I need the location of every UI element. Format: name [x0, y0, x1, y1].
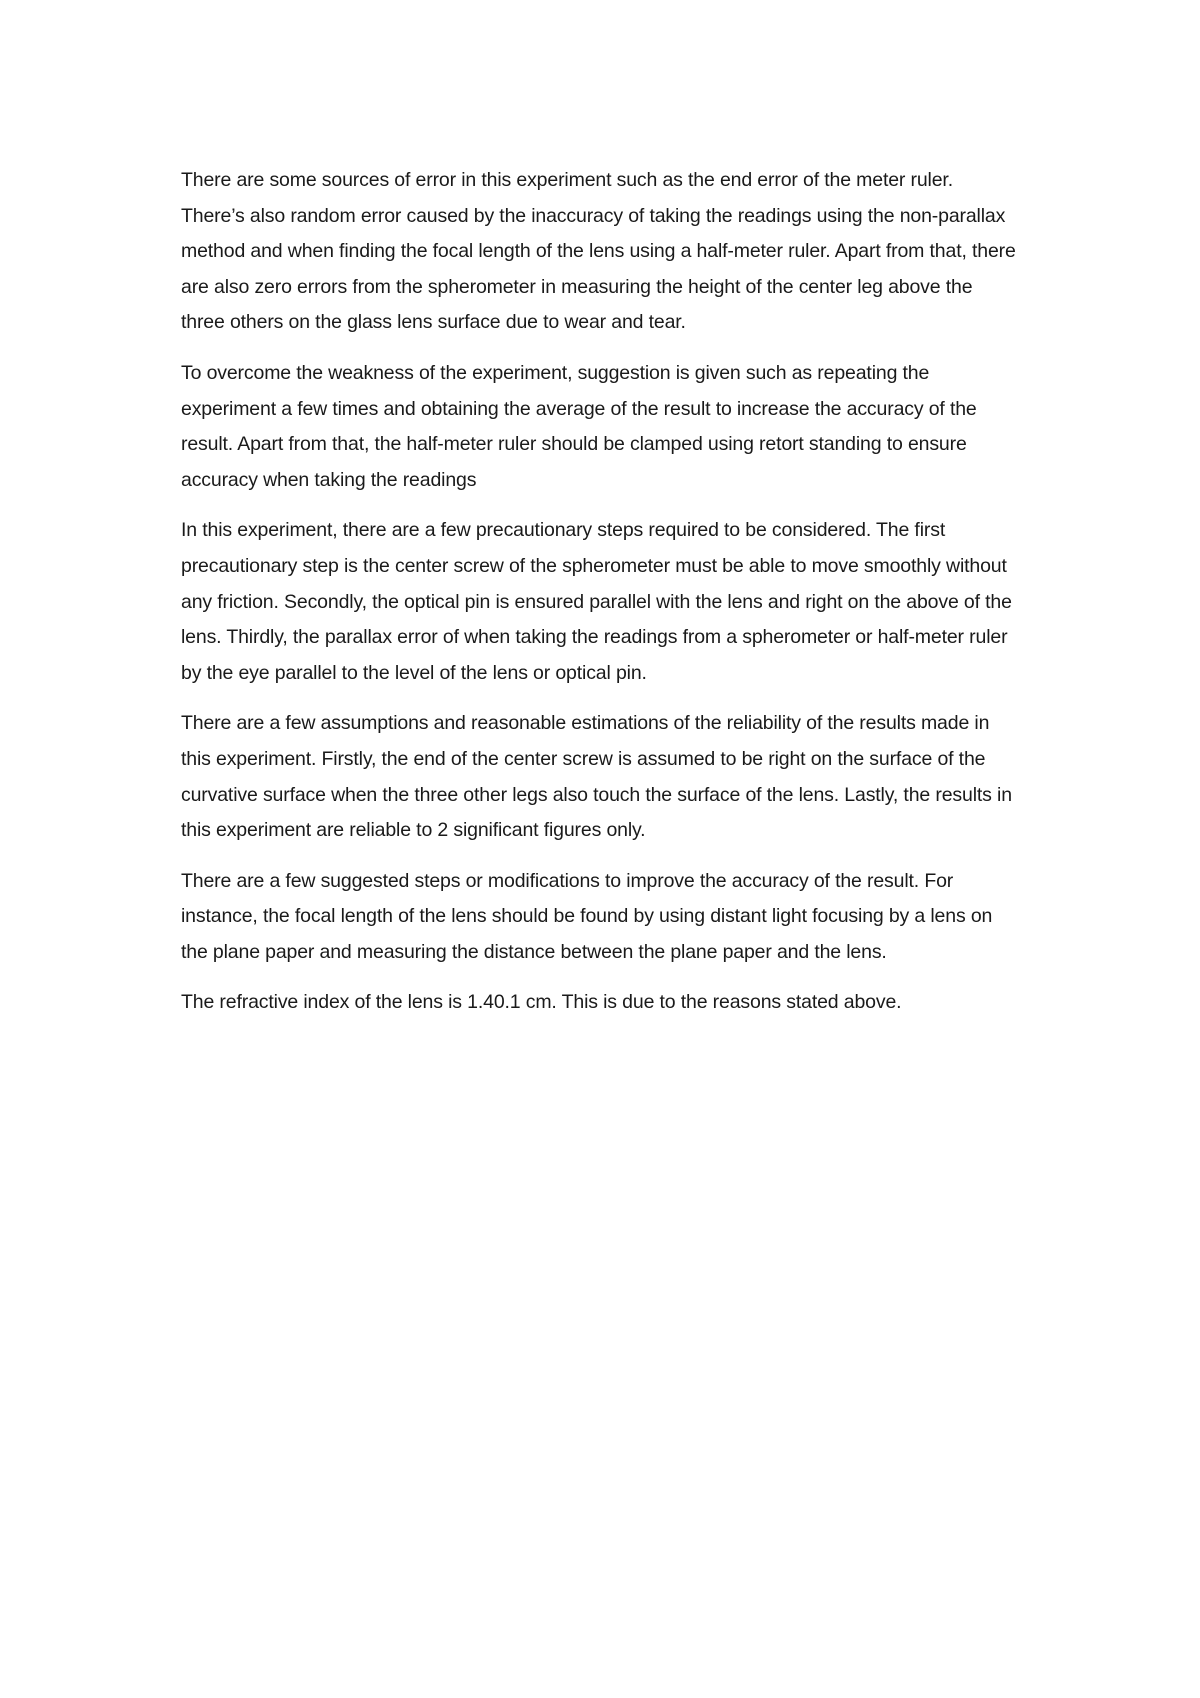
paragraph-suggested-modifications: There are a few suggested steps or modifications to improve the accuracy of the result. For instance, the focal length of the lens should be found by using distant light focusing by a lens on the plane paper and measuring the distance between the plane paper and the lens. [181, 869, 993, 963]
paragraph-overcoming-weakness: To overcome the weakness of the experiment, suggestion is given such as repeating the experiment a few times and obtaining the average of the result to increase the accuracy of the result. Apart from that, the half-meter ruler should be clamped using retort standing to ensure accuracy when taking the readings [181, 361, 977, 491]
paragraph-precautionary-steps: In this experiment, there are a few precautionary steps required to be considered. The first precautionary step is the center screw of the spherometer must be able to move smoothly without any friction. Secondly, the optical pin is ensured parallel with the lens and right on the above of the lens. Thirdly, the parallax error of when taking the readings from a spherometer or half-meter ruler by the eye parallel to the level of the lens or optical pin. [181, 519, 1012, 684]
paragraph-conclusion: The refractive index of the lens is 1.40.1 cm. This is due to the reasons stated above. [181, 991, 902, 1014]
paragraph-sources-of-error: There are some sources of error in this experiment such as the end error of the meter ruler. There’s also random error caused by the inaccuracy of taking the readings using the non-parallax method and when finding the focal length of the lens using a half-meter ruler. Apart from that, there are also zero errors from the spherometer in measuring the height of the center leg above the three others on the glass lens surface due to wear and tear. [181, 169, 1016, 334]
document-body [181, 163, 1021, 1036]
paragraph-assumptions: There are a few assumptions and reasonable estimations of the reliability of the results made in this experiment. Firstly, the end of the center screw is assumed to be right on the surface of the curvative surface when the three other legs also touch the surface of the lens. Lastly, the results in this experiment are reliable to 2 significant figures only. [181, 712, 1012, 842]
